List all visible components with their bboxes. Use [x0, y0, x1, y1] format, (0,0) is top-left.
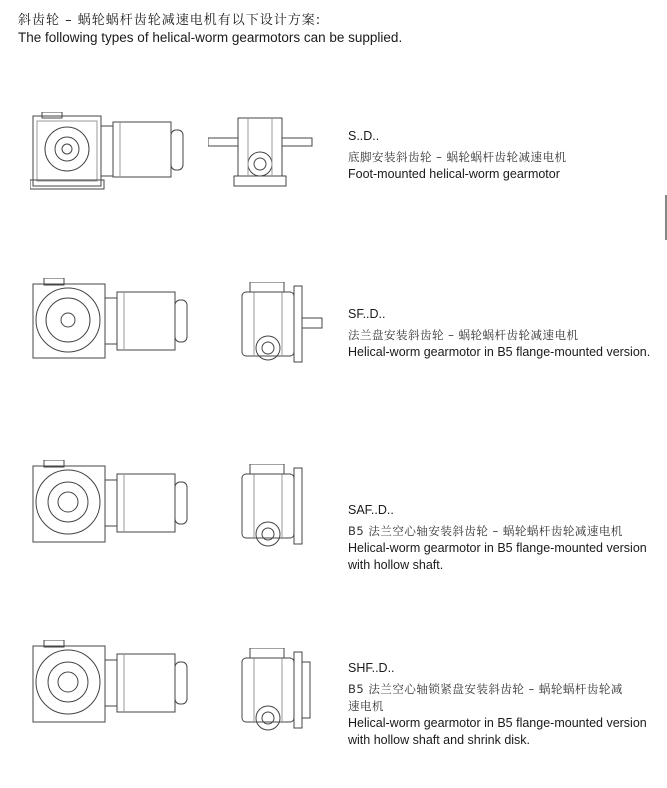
- shf-desc-chinese-cont: 速电机: [348, 699, 384, 713]
- s-side-view-drawing: [30, 112, 190, 192]
- sf-front-view-drawing: [232, 282, 332, 372]
- saf-description: [348, 502, 647, 574]
- shf-description: [348, 660, 647, 749]
- sf-code: SF..D..: [348, 307, 386, 321]
- shf-desc-english-cont: with hollow shaft and shrink disk.: [348, 733, 531, 747]
- sf-desc-chinese: 法兰盘安装斜齿轮 – 蜗轮蜗杆齿轮减速电机: [348, 328, 579, 342]
- variant-sf-row: [0, 272, 667, 382]
- saf-code: SAF..D..: [348, 503, 394, 517]
- saf-desc-english: Helical-worm gearmotor in B5 flange-mounted version: [348, 541, 647, 555]
- s-desc-chinese: 底脚安装斜齿轮 – 蜗轮蜗杆齿轮减速电机: [348, 150, 567, 164]
- variant-s-row: [0, 100, 667, 210]
- shf-desc-chinese: B5 法兰空心轴锁紧盘安装斜齿轮 – 蜗轮蜗杆齿轮减: [348, 682, 623, 696]
- sf-desc-english: Helical-worm gearmotor in B5 flange-mounted version.: [348, 345, 651, 359]
- variant-saf-row: [0, 458, 667, 572]
- title-chinese: 斜齿轮 – 蜗轮蜗杆齿轮减速电机有以下设计方案:: [18, 13, 322, 28]
- s-front-view-drawing: [208, 112, 318, 192]
- shf-desc-english: Helical-worm gearmotor in B5 flange-mounted version: [348, 716, 647, 730]
- sf-description: [348, 306, 650, 361]
- shf-front-view-drawing: [232, 648, 332, 740]
- saf-side-view-drawing: [30, 460, 190, 552]
- saf-desc-chinese: B5 法兰空心轴安装斜齿轮 – 蜗轮蜗杆齿轮减速电机: [348, 524, 623, 538]
- sf-side-view-drawing: [30, 278, 190, 368]
- s-description: [348, 128, 567, 183]
- page-header: [18, 12, 402, 46]
- saf-front-view-drawing: [232, 464, 332, 556]
- s-desc-english: Foot-mounted helical-worm gearmotor: [348, 167, 560, 181]
- s-code: S..D..: [348, 129, 380, 143]
- title-english: The following types of helical-worm gearmotors can be supplied.: [18, 30, 403, 45]
- shf-side-view-drawing: [30, 640, 190, 732]
- saf-desc-english-cont: with hollow shaft.: [348, 558, 444, 572]
- variant-shf-row: [0, 640, 667, 760]
- shf-code: SHF..D..: [348, 661, 395, 675]
